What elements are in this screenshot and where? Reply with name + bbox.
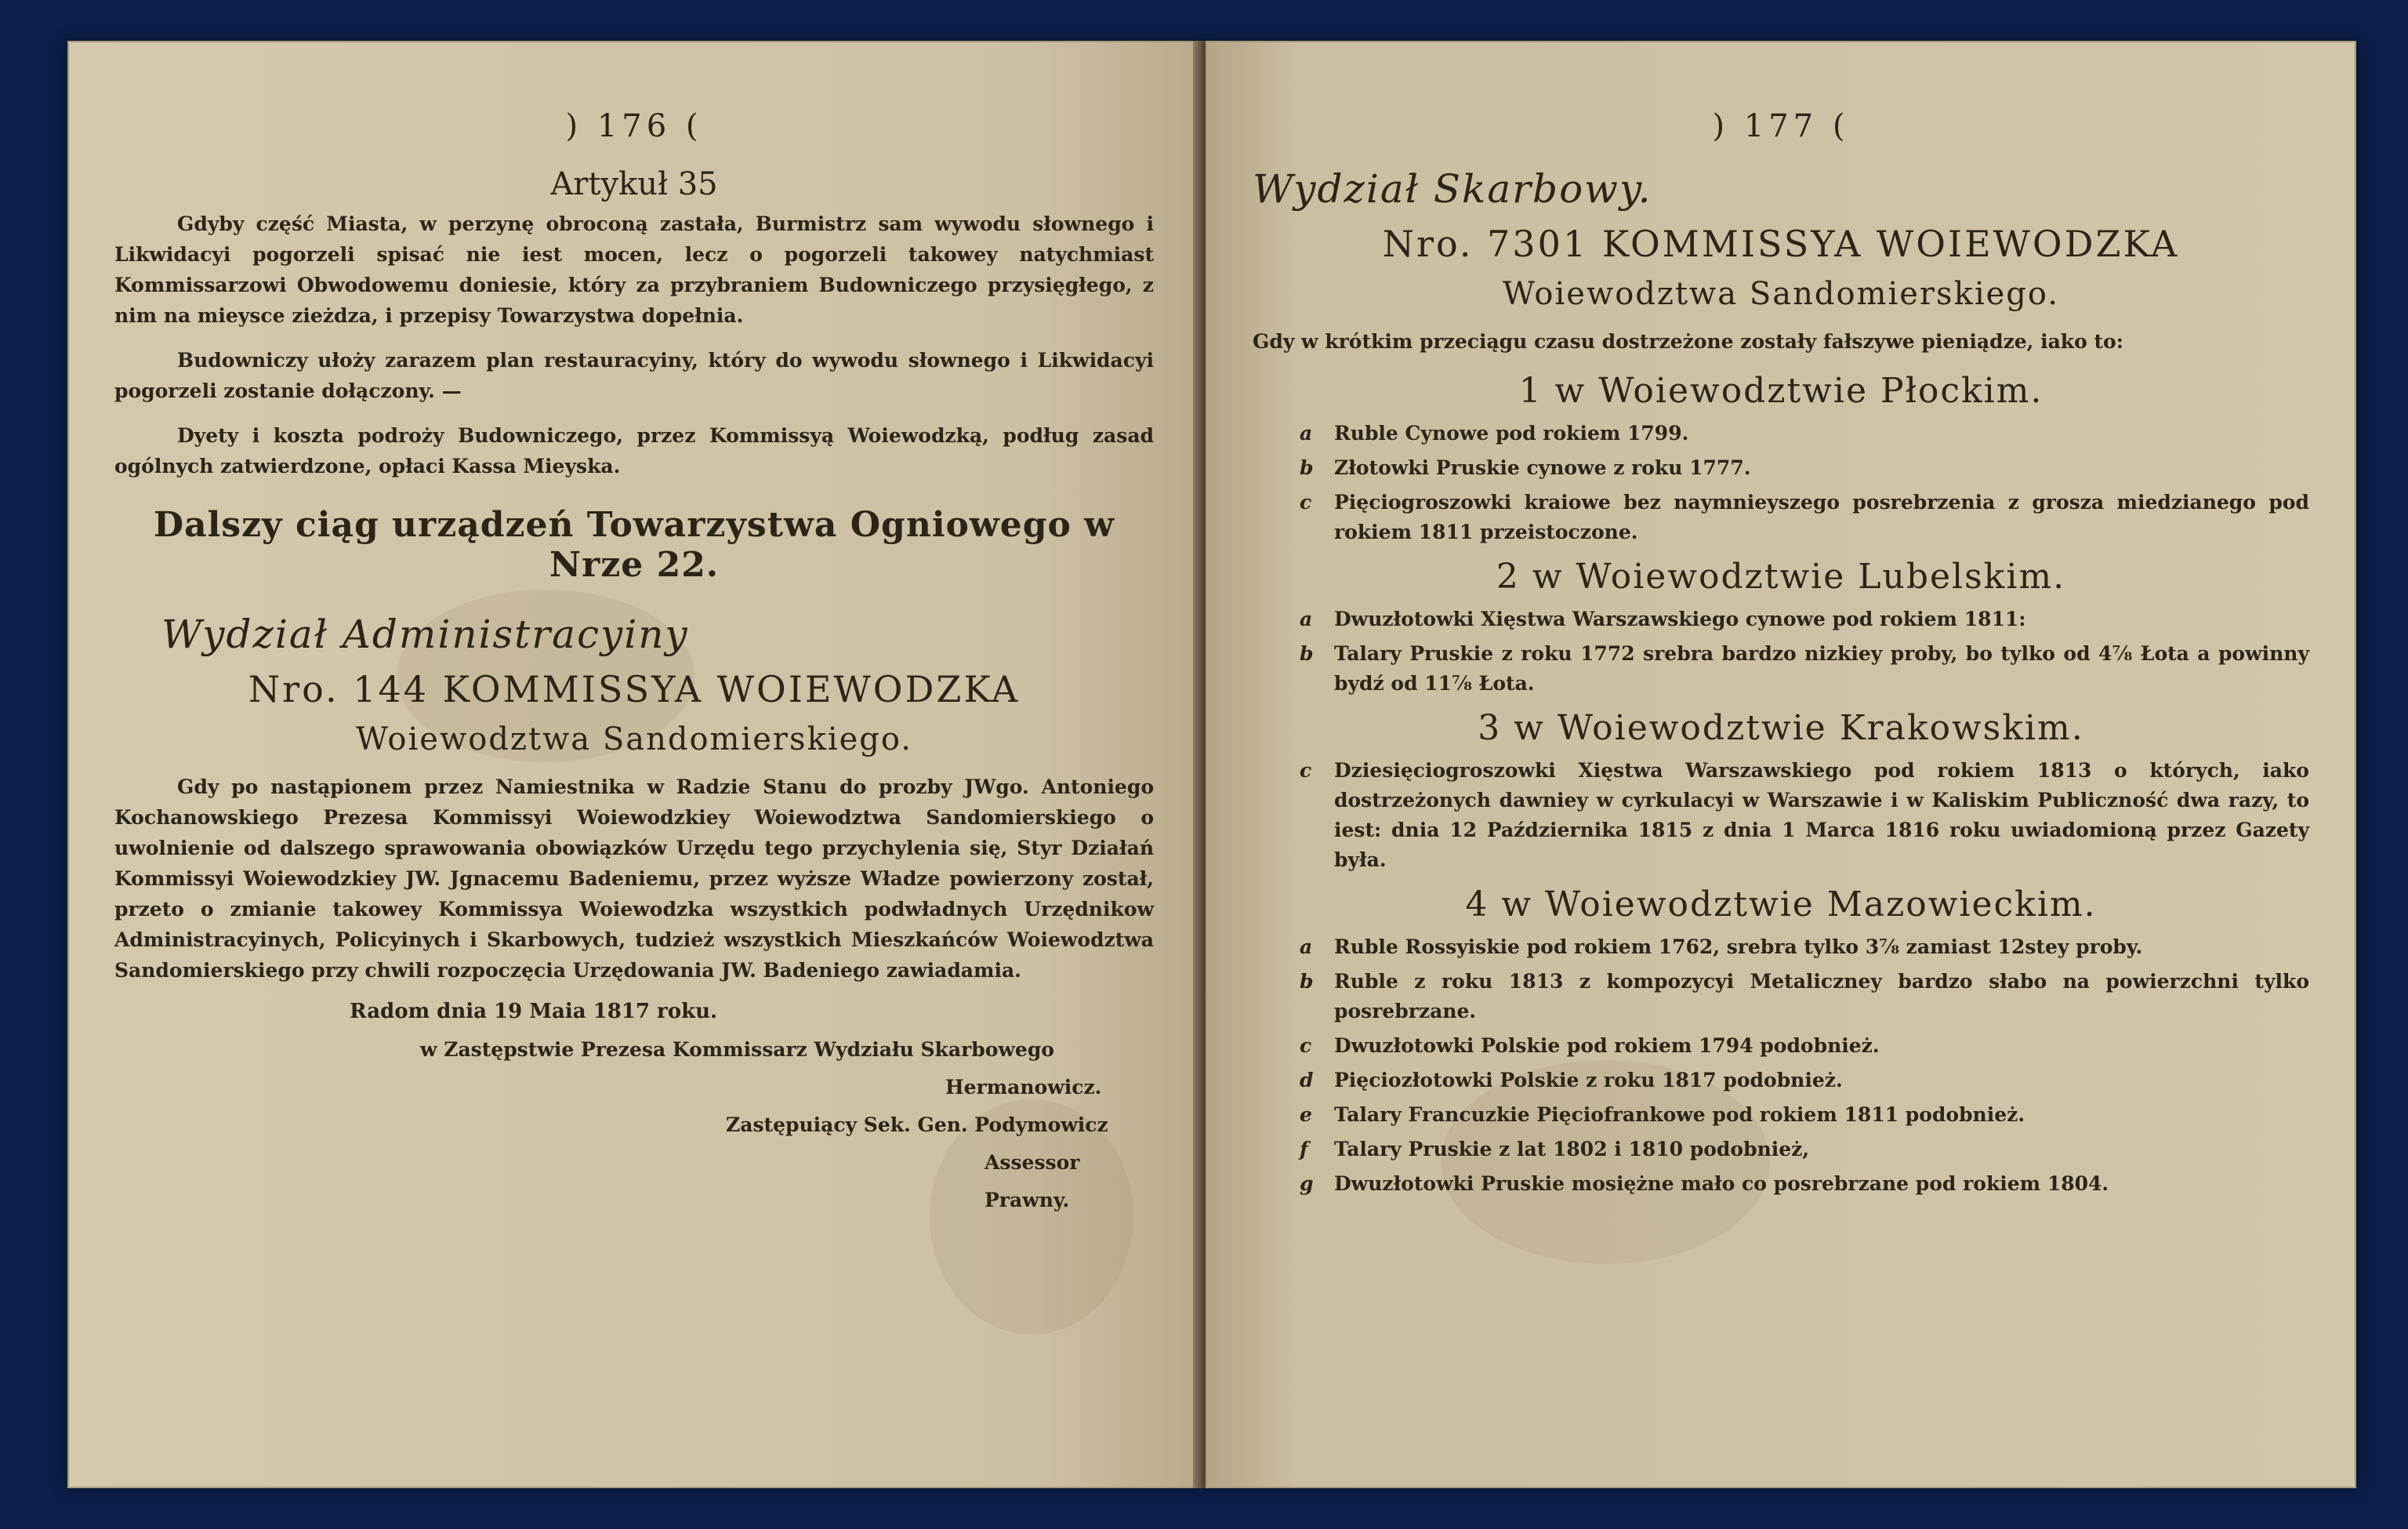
item-label: e (1300, 1103, 1312, 1126)
item-text: Ruble Cynowe pod rokiem 1799. (1334, 422, 1689, 445)
item-label: a (1300, 422, 1313, 445)
article-title: Artykuł 35 (550, 166, 718, 202)
voivodeship-heading: Woiewodztwa Sandomierskiego. (356, 721, 912, 757)
item-label: a (1300, 608, 1313, 630)
department-heading: Wydział Skarbowy. (1253, 166, 1652, 212)
group-heading: 2 w Woiewodztwie Lubelskim. (1496, 557, 2066, 597)
group-heading: 3 w Woiewodztwie Krakowskim. (1478, 708, 2084, 748)
commission-heading: Nro. 144 KOMMISSYA WOIEWODZKA (248, 668, 1021, 710)
list-item (1300, 488, 2309, 547)
signature-title: Assessor Prawny. (985, 1151, 1080, 1211)
item-text: Ruble Rossyiskie pod rokiem 1762, srebra tylko 3⅞ zamiast 12stey proby. (1334, 935, 2143, 958)
paragraph: Budowniczy ułoży zarazem plan restauracyiny, który do wywodu słownego i Likwidacyi pogorzeli zostanie dołączony. — (114, 349, 1154, 402)
intro-paragraph: Gdy w krótkim przeciągu czasu dostrzeżone zostały fałszywe pieniądze, iako to: (1253, 330, 2123, 353)
list-item (1300, 1031, 2309, 1061)
item-text: Pięciozłotowki Polskie z roku 1817 podobnież. (1334, 1069, 1843, 1091)
item-text: Dwuzłotowki Pruskie mosiężne mało co posrebrzane pod rokiem 1804. (1334, 1172, 2109, 1195)
list-item (1300, 756, 2309, 875)
list-item (1300, 1169, 2309, 1199)
paragraph: Dyety i koszta podroży Budowniczego, przez Kommissyą Woiewodzką, podług zasad ogólnych zatwierdzone, opłaci Kassa Mieyska. (114, 424, 1154, 478)
coin-group (1253, 371, 2309, 547)
item-text: Talary Pruskie z lat 1802 i 1810 podobnież, (1334, 1138, 1810, 1160)
signature-line: w Zastępstwie Prezesa Kommissarz Wydziału Skarbowego (420, 1038, 1054, 1061)
list-item (1300, 639, 2309, 699)
voivodeship-heading: Woiewodztwa Sandomierskiego. (1503, 276, 2059, 312)
list-item (1300, 932, 2309, 962)
coin-group (1253, 557, 2309, 699)
item-label: b (1300, 456, 1314, 479)
item-text: Pięciogroszowki kraiowe bez naymnieyszego posrebrzenia z grosza miedzianego pod rokiem 1811 przeistoczone. (1334, 491, 2309, 543)
signature-name: Hermanowicz. (945, 1076, 1102, 1099)
paragraph: Gdyby część Miasta, w perzynę obroconą zastała, Burmistrz sam wywodu słownego i Likwidacyi pogorzeli spisać nie iest mocen, lecz o pogorzeli takowey natychmiast Kommissarzowi Obwodowemu doniesie, który za przybraniem Budowniczego przysięgłego, z nim na mieysce zieżdza, i przepisy Towarzystwa dopełnia. (114, 212, 1154, 327)
right-page (1206, 41, 2356, 1488)
item-label: b (1300, 642, 1314, 665)
item-label: c (1300, 491, 1312, 514)
left-page (67, 41, 1201, 1488)
page-number: ) 177 ( (1712, 108, 1850, 144)
item-label: b (1300, 970, 1314, 993)
item-text: Dwuzłotowki Polskie pod rokiem 1794 podobnież. (1334, 1034, 1880, 1057)
item-label: c (1300, 1034, 1312, 1057)
list-item (1300, 453, 2309, 483)
date-line: Radom dnia 19 Maia 1817 roku. (350, 1000, 718, 1023)
list-item (1300, 605, 2309, 634)
item-label: g (1300, 1172, 1314, 1195)
item-label: d (1300, 1069, 1314, 1091)
item-text: Złotowki Pruskie cynowe z roku 1777. (1334, 456, 1751, 479)
signature-line: Zastępuiący Sek. Gen. Podymowicz (726, 1113, 1108, 1136)
item-text: Talary Pruskie z roku 1772 srebra bardzo nizkiey proby, bo tylko od 4⅞ Łota a powinny bydź od 11⅞ Łota. (1334, 642, 2309, 695)
list-item (1300, 1066, 2309, 1095)
list-item (1300, 1100, 2309, 1130)
item-text: Talary Francuzkie Pięciofrankowe pod rokiem 1811 podobnież. (1334, 1103, 2025, 1126)
item-label: c (1300, 759, 1312, 782)
book-spread (67, 41, 2356, 1488)
item-text: Ruble z roku 1813 z kompozycyi Metaliczney bardzo słabo na powierzchni tylko posrebrzane. (1334, 970, 2309, 1022)
commission-heading: Nro. 7301 KOMMISSYA WOIEWODZKA (1382, 223, 2180, 265)
item-label: a (1300, 935, 1313, 958)
list-item (1300, 967, 2309, 1026)
group-heading: 4 w Woiewodztwie Mazowieckim. (1465, 884, 2097, 924)
item-label: f (1300, 1138, 1308, 1160)
coin-group (1253, 884, 2309, 1199)
group-heading: 1 w Woiewodztwie Płockim. (1518, 371, 2044, 411)
main-paragraph: Gdy po nastąpionem przez Namiestnika w Radzie Stanu do prozby JWgo. Antoniego Kochanowskiego Prezesa Kommissyi Woiewodzkiey Woiewodztwa Sandomierskiego o uwolnienie od dalszego sprawowania obowiązków Urzędu tego przychylenia się, Styr Działań Kommissyi Woiewodzkiey JW. Jgnacemu Badeniemu, przez wyższe Władze powierzony został, przeto o zmianie takowey Kommissya Woiewodzka wszystkich podwładnych Urzędnikow Administracyinych, Policyinych i Skarbowych, tudzież wszystkich Mieszkańców Woiewodztwa Sandomierskiego przy chwili rozpoczęcia Urzędowania JW. Badeniego zawiadamia. (114, 775, 1154, 982)
item-text: Dziesięciogroszowki Xięstwa Warszawskiego pod rokiem 1813 o których, iako dostrzeżonych dawniey w cyrkulacyi w Warszawie i w Kaliskim Publiczność dwa razy, to iest: dnia 12 Października 1815 z dnia 1 Marca 1816 roku uwiadomioną przez Gazety była. (1334, 759, 2309, 871)
item-text: Dwuzłotowki Xięstwa Warszawskiego cynowe pod rokiem 1811: (1334, 608, 2026, 630)
page-number: ) 176 ( (565, 108, 703, 144)
department-heading: Wydział Administracyiny (161, 612, 689, 657)
list-item (1300, 1135, 2309, 1164)
list-item (1300, 419, 2309, 449)
section-title: Dalszy ciąg urządzeń Towarzystwa Ogniowego w Nrze 22. (153, 505, 1115, 585)
coin-group (1253, 708, 2309, 875)
